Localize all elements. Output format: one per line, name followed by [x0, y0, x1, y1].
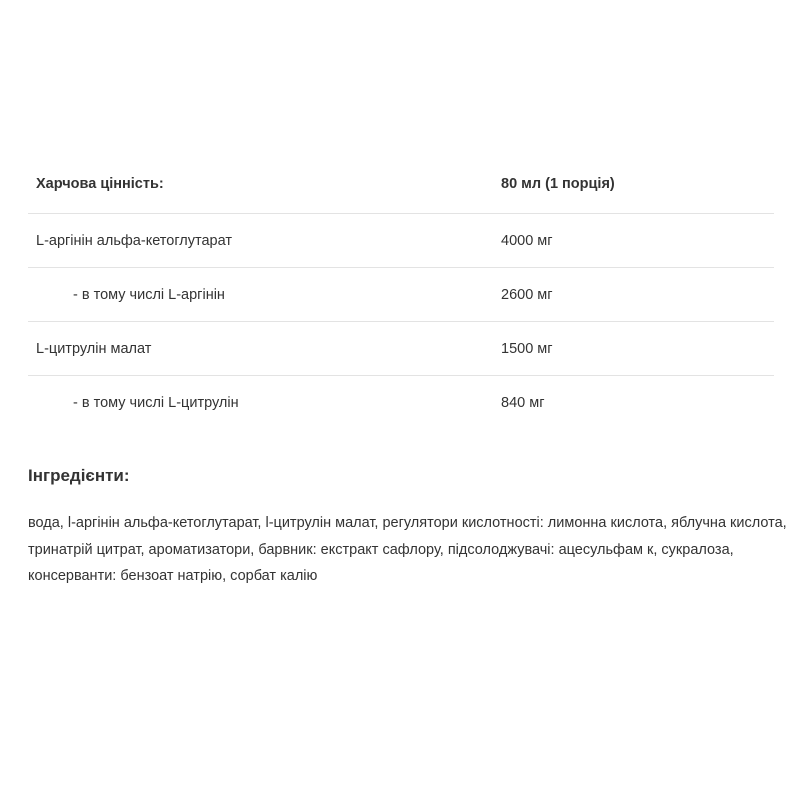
nutrient-amount: 840 мг: [501, 395, 545, 411]
nutrition-table: [28, 154, 774, 430]
ingredients-text: вода, l-аргінін альфа-кетоглутарат, l-цитрулін малат, регулятори кислотності: лимонна кислота, яблучна кислота, тринатрій цитрат, ароматизатори, барвник: екстракт сафлору, підсолоджувачі: ацесульфам к, сукралоза, консерванти: бензоат натрію, сорбат калію: [28, 515, 787, 584]
nutrient-amount: 2600 мг: [501, 286, 553, 303]
nutrient-amount: 1500 мг: [501, 340, 553, 357]
nutrition-row: [28, 214, 774, 268]
nutrition-header-row: [28, 154, 774, 214]
nutrition-row: [28, 322, 774, 376]
nutrient-name: - в тому числі L-цитрулін: [73, 395, 239, 411]
nutrient-amount: 4000 мг: [501, 232, 553, 249]
nutrient-name: - в тому числі L-аргінін: [73, 286, 225, 303]
nutrition-row: [28, 268, 774, 322]
nutrition-header-value: 80 мл (1 порція): [501, 175, 615, 192]
nutrition-row: [28, 376, 774, 430]
ingredients-title: Інгредієнти:: [28, 466, 130, 485]
nutrient-name: L-аргінін альфа-кетоглутарат: [36, 232, 233, 249]
nutrition-header-name: Харчова цінність:: [36, 175, 164, 192]
nutrient-name: L-цитрулін малат: [36, 340, 152, 357]
